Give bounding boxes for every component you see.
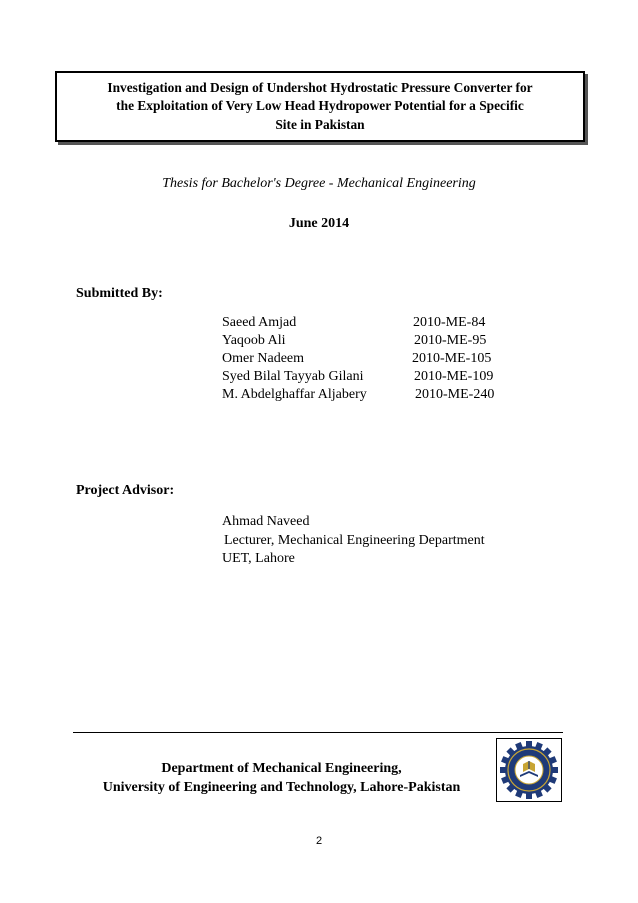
student-reg-number: 2010-ME-95 <box>414 333 487 348</box>
thesis-title-box <box>55 71 585 142</box>
submitted-by-label: Submitted By: <box>76 286 163 301</box>
student-row <box>222 351 522 369</box>
student-reg-number: 2010-ME-84 <box>413 315 486 330</box>
page-number: 2 <box>315 835 323 847</box>
student-name: Yaqoob Ali <box>222 333 286 348</box>
footer-divider <box>73 732 563 733</box>
thesis-date: June 2014 <box>288 216 350 231</box>
student-reg-number: 2010-ME-109 <box>414 369 494 384</box>
student-name: M. Abdelghaffar Aljabery <box>222 387 367 402</box>
student-row <box>222 387 522 405</box>
university-emblem-icon <box>499 740 559 800</box>
university-name: University of Engineering and Technology, Lahore-Pakistan <box>102 780 461 795</box>
student-name: Syed Bilal Tayyab Gilani <box>222 369 364 384</box>
university-logo <box>496 738 562 802</box>
student-name: Saeed Amjad <box>222 315 297 330</box>
advisor-institution: UET, Lahore <box>222 551 295 566</box>
department-name: Department of Mechanical Engineering, <box>161 761 402 776</box>
thesis-subtitle: Thesis for Bachelor's Degree - Mechanical Engineering <box>162 176 476 191</box>
student-row <box>222 369 522 387</box>
project-advisor-label: Project Advisor: <box>76 483 175 498</box>
advisor-position: Lecturer, Mechanical Engineering Department <box>224 533 485 548</box>
student-row <box>222 315 522 333</box>
student-name: Omer Nadeem <box>222 351 305 366</box>
student-reg-number: 2010-ME-105 <box>412 351 492 366</box>
student-row <box>222 333 522 351</box>
thesis-title-line: Investigation and Design of Undershot Hydrostatic Pressure Converter for <box>107 79 533 95</box>
thesis-title-line: Site in Pakistan <box>275 116 365 132</box>
student-reg-number: 2010-ME-240 <box>415 387 495 402</box>
advisor-name: Ahmad Naveed <box>222 514 310 529</box>
thesis-title-line: the Exploitation of Very Low Head Hydropower Potential for a Specific <box>116 98 524 114</box>
